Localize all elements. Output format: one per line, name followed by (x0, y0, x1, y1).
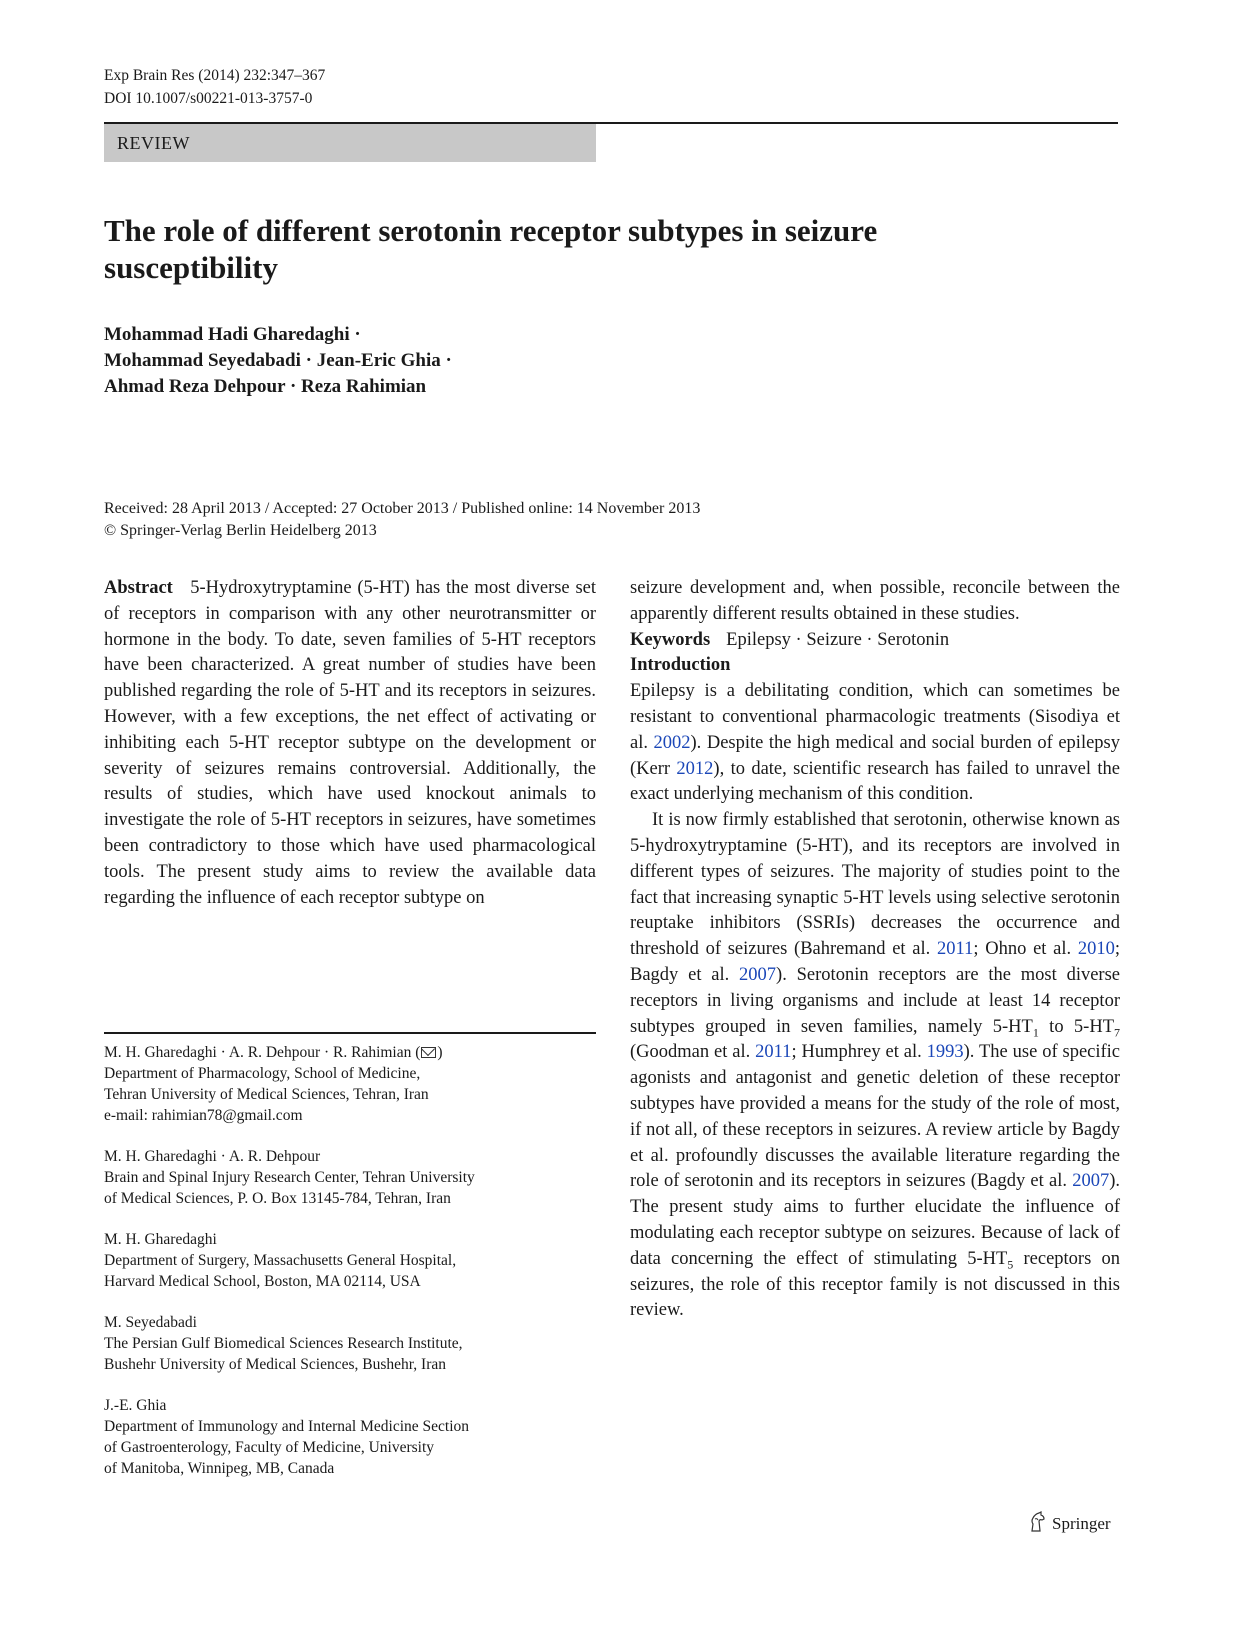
citation-link[interactable]: 2012 (676, 758, 714, 779)
abstract-text: 5-Hydroxytryptamine (5-HT) has the most diverse set of receptors in comparison with any other neurotransmitter or hormone in the body. To date, seven families of 5-HT receptors have been characterized. A great number of studies have been published regarding the role of 5-HT and its receptors in seizures. However, with a few exceptions, the net effect of activating or inhibiting each 5-HT receptor subtype on the development or severity of seizures remains controversial. Additionally, the results of studies, which have used knockout animals to investigate the role of 5-HT receptors in seizures, have sometimes been contradictory to those which have used pharmacological tools. The present study aims to review the available data regarding the influence of each receptor subtype on (104, 578, 596, 908)
publisher-name: Springer (1052, 1514, 1111, 1533)
affiliation-3 (104, 1229, 596, 1292)
subscript: 1 (1032, 1025, 1039, 1040)
affiliation-1 (104, 1042, 596, 1126)
doi: DOI 10.1007/s00221-013-3757-0 (104, 90, 313, 107)
subscript: 5 (1007, 1257, 1014, 1272)
affiliation-line: of Gastroenterology, Faculty of Medicine, University (104, 1439, 435, 1456)
right-column (630, 576, 1120, 1324)
article-title (104, 212, 1004, 286)
copyright-line: © Springer-Verlag Berlin Heidelberg 2013 (104, 522, 377, 539)
abstract-continuation: seizure development and, when possible, reconcile between the apparently different results obtained in these studies. (630, 578, 1120, 624)
intro-paragraph-1: Epilepsy is a debilitating condition, which can sometimes be resistant to conventional pharmacologic treatments (Sisodiya et al. 2002). Despite the high medical and social burden of epilepsy (Kerr 2012), to date, scientific research has failed to unravel the exact underlying mechanism of this condition. (630, 681, 1120, 805)
affiliation-line: Harvard Medical School, Boston, MA 02114, USA (104, 1273, 421, 1290)
title-line-2: susceptibility (104, 250, 278, 285)
affiliation-authors: M. Seyedabadi (104, 1314, 197, 1331)
email[interactable]: e-mail: rahimian78@gmail.com (104, 1107, 303, 1124)
affiliation-rule (104, 1032, 596, 1034)
affiliation-line: The Persian Gulf Biomedical Sciences Research Institute, (104, 1335, 463, 1352)
abstract-label: Abstract (104, 578, 173, 598)
affiliation-line: of Manitoba, Winnipeg, MB, Canada (104, 1460, 335, 1477)
citation-link[interactable]: 2011 (755, 1042, 792, 1063)
springer-horse-icon (1028, 1511, 1046, 1533)
affiliation-authors: M. H. Gharedaghi · A. R. Dehpour · R. Rahimian ( ) (104, 1044, 443, 1061)
journal-citation: Exp Brain Res (2014) 232:347–367 (104, 67, 326, 84)
affiliation-line: Department of Pharmacology, School of Medicine, (104, 1065, 421, 1082)
author-list (104, 322, 452, 400)
intro-paragraph-2: It is now firmly established that serotonin, otherwise known as 5-hydroxytryptamine (5-HT), and its receptors are involved in different types of seizures. The majority of studies point to the fact that increasing synaptic 5-HT levels using selective serotonin reuptake inhibitors (SSRIs) decreases the occurrence and threshold of seizures (Bahremand et al. 2011; Ohno et al. 2010; Bagdy et al. 2007). Serotonin receptors are the most diverse receptors in living organisms and include at least 14 receptor subtypes grouped in seven families, namely $5-HT_1$ to $5-HT_7$ (Goodman et al. 2011; Humphrey et al. 1993). The use of specific agonists and antagonist and genetic deletion of these receptor subtypes have provided a means for the study of the role of most, if not all, of these receptors in seizures. A review article by Bagdy et al. profoundly discusses the available literature regarding the role of serotonin and its receptors in seizures (Bagdy et al. 2007). The present study aims to further elucidate the influence of modulating each receptor subtype on seizures. Because of lack of data concerning the effect of stimulating $5-HT_5$ receptors on seizures, the role of this receptor family is not discussed in this review. (630, 810, 1121, 1321)
publication-dates (104, 498, 700, 542)
affiliation-authors: M. H. Gharedaghi · A. R. Dehpour (104, 1148, 321, 1165)
affiliation-5 (104, 1395, 596, 1479)
affiliations (104, 1042, 596, 1499)
envelope-icon (421, 1047, 436, 1058)
citation-link[interactable]: 2007 (1072, 1171, 1110, 1192)
affiliation-4 (104, 1312, 596, 1375)
affiliation-authors: J.-E. Ghia (104, 1397, 167, 1414)
citation-link[interactable]: 1993 (926, 1042, 964, 1063)
affiliation-authors: M. H. Gharedaghi (104, 1231, 217, 1248)
author-line-1: Mohammad Hadi Gharedaghi · (104, 324, 361, 345)
journal-header (104, 64, 325, 110)
abstract-column (104, 576, 596, 911)
affiliation-line: Department of Immunology and Internal Medicine Section (104, 1418, 470, 1435)
keywords-text: Epilepsy · Seizure · Serotonin (726, 629, 950, 650)
publisher-logo (1028, 1511, 1111, 1536)
title-line-1: The role of different serotonin receptor subtypes in seizure (104, 213, 878, 248)
citation-link[interactable]: 2007 (739, 964, 777, 985)
citation-link[interactable]: 2010 (1077, 939, 1115, 960)
section-label: REVIEW (104, 124, 596, 162)
affiliation-2 (104, 1146, 596, 1209)
subscript: 7 (1114, 1025, 1121, 1040)
history-line: Received: 28 April 2013 / Accepted: 27 October 2013 / Published online: 14 November 2013 (104, 500, 701, 517)
author-line-2: Mohammad Seyedabadi · Jean-Eric Ghia · (104, 350, 452, 371)
keywords-label: Keywords (630, 629, 711, 650)
affiliation-line: Bushehr University of Medical Sciences, Bushehr, Iran (104, 1356, 447, 1373)
section-heading-introduction: Introduction (630, 655, 731, 676)
abstract (104, 576, 596, 911)
affiliation-line: Brain and Spinal Injury Research Center, Tehran University (104, 1169, 475, 1186)
affiliation-line: Department of Surgery, Massachusetts General Hospital, (104, 1252, 457, 1269)
author-line-3: Ahmad Reza Dehpour · Reza Rahimian (104, 376, 427, 397)
citation-link[interactable]: 2011 (937, 939, 974, 960)
citation-link[interactable]: 2002 (653, 732, 691, 753)
keywords (630, 628, 1120, 654)
affiliation-line: of Medical Sciences, P. O. Box 13145-784, Tehran, Iran (104, 1190, 451, 1207)
affiliation-line: Tehran University of Medical Sciences, Tehran, Iran (104, 1086, 429, 1103)
